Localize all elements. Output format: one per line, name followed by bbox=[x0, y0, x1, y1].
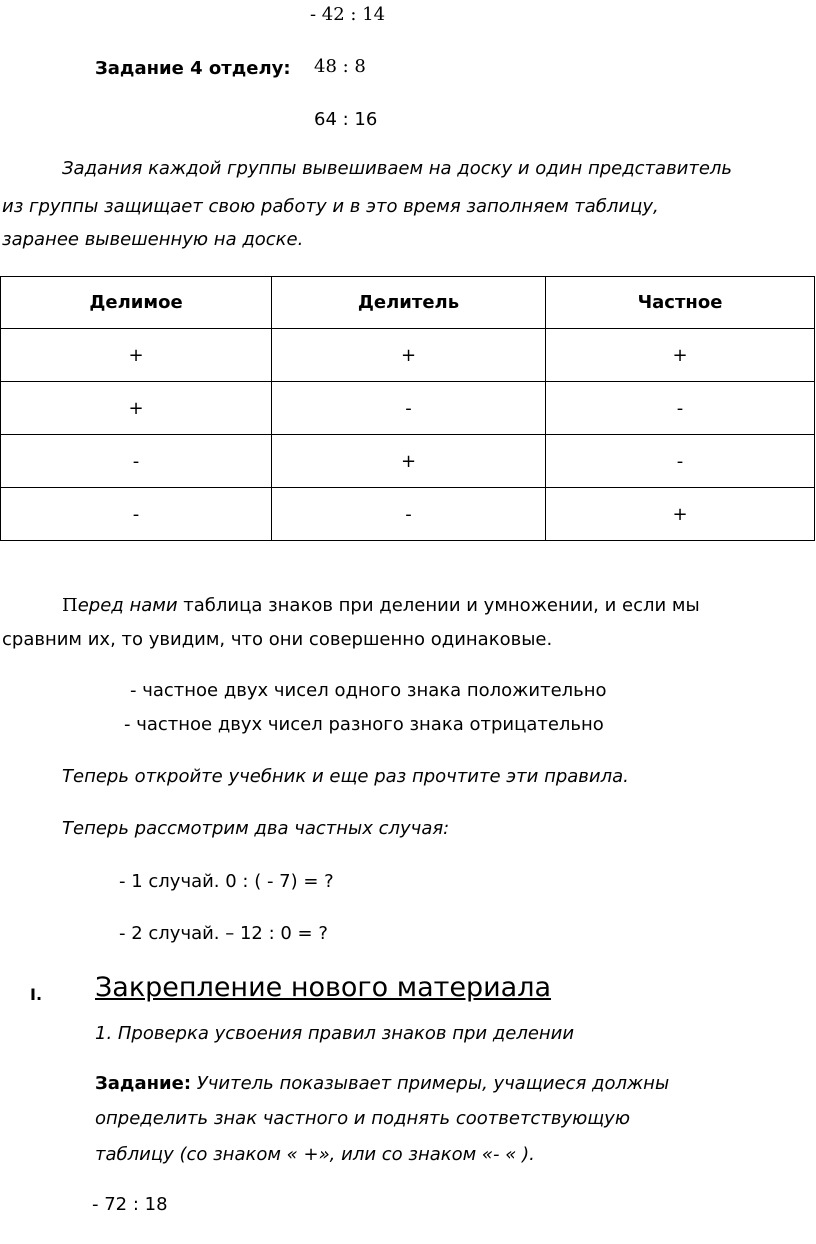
expression-line-3: 64 : 16 bbox=[314, 109, 378, 130]
compare-line-2: сравним их, то увидим, что они совершенно одинаковые. bbox=[2, 629, 553, 650]
task-line-2: определить знак частного и поднять соответствующую bbox=[95, 1108, 630, 1129]
section-number: I. bbox=[30, 985, 43, 1004]
table-header-row bbox=[1, 277, 815, 329]
intro-line-2: из группы защищает свою работу и в это время заполняем таблицу, bbox=[2, 196, 659, 217]
task-4-label: Задание 4 отделу: bbox=[95, 58, 291, 79]
table-cell: + bbox=[1, 382, 272, 435]
table-row bbox=[1, 382, 815, 435]
table-cell: - bbox=[1, 488, 272, 541]
table-cell: + bbox=[546, 488, 815, 541]
table-cell: + bbox=[1, 329, 272, 382]
table-cell: + bbox=[546, 329, 815, 382]
open-book-instruction: Теперь откройте учебник и еще раз прочтите эти правила. bbox=[62, 766, 629, 787]
table-cell: - bbox=[546, 435, 815, 488]
table-cell: - bbox=[1, 435, 272, 488]
table-cell: - bbox=[272, 488, 546, 541]
table-row bbox=[1, 435, 815, 488]
task-label: Задание: bbox=[95, 1073, 192, 1094]
section-title: Закрепление нового материала bbox=[95, 972, 552, 1003]
special-case-1: - 1 случай. 0 : ( - 7) = ? bbox=[119, 871, 334, 892]
section-subtitle: 1. Проверка усвоения правил знаков при делении bbox=[95, 1023, 575, 1044]
task-line-3: таблицу (со знаком « +», или со знаком «- « ). bbox=[95, 1144, 535, 1165]
intro-line-3: заранее вывешенную на доске. bbox=[2, 229, 304, 250]
header-quotient: Частное bbox=[546, 277, 815, 329]
expression-line-2: 48 : 8 bbox=[314, 56, 366, 77]
compare-line-1: Перед нами таблица знаков при делении и умножении, и если мы bbox=[62, 595, 700, 616]
division-signs-table bbox=[0, 276, 815, 541]
table-row bbox=[1, 329, 815, 382]
example-expression: - 72 : 18 bbox=[92, 1194, 168, 1215]
table-cell: + bbox=[272, 435, 546, 488]
task-line-1: Задание: Учитель показывает примеры, учащиеся должны bbox=[95, 1073, 670, 1094]
rule-same-sign: - частное двух чисел одного знака положительно bbox=[130, 680, 607, 701]
intro-line-1: Задания каждой группы вывешиваем на доску и один представитель bbox=[62, 158, 733, 179]
table-cell: - bbox=[272, 382, 546, 435]
expression-line-1: - 42 : 14 bbox=[310, 4, 386, 25]
table-cell: - bbox=[546, 382, 815, 435]
rule-different-sign: - частное двух чисел разного знака отрицательно bbox=[124, 714, 604, 735]
special-case-2: - 2 случай. – 12 : 0 = ? bbox=[119, 923, 328, 944]
header-dividend: Делимое bbox=[1, 277, 272, 329]
table-row bbox=[1, 488, 815, 541]
header-divisor: Делитель bbox=[272, 277, 546, 329]
table-cell: + bbox=[272, 329, 546, 382]
special-cases-intro: Теперь рассмотрим два частных случая: bbox=[62, 818, 450, 839]
